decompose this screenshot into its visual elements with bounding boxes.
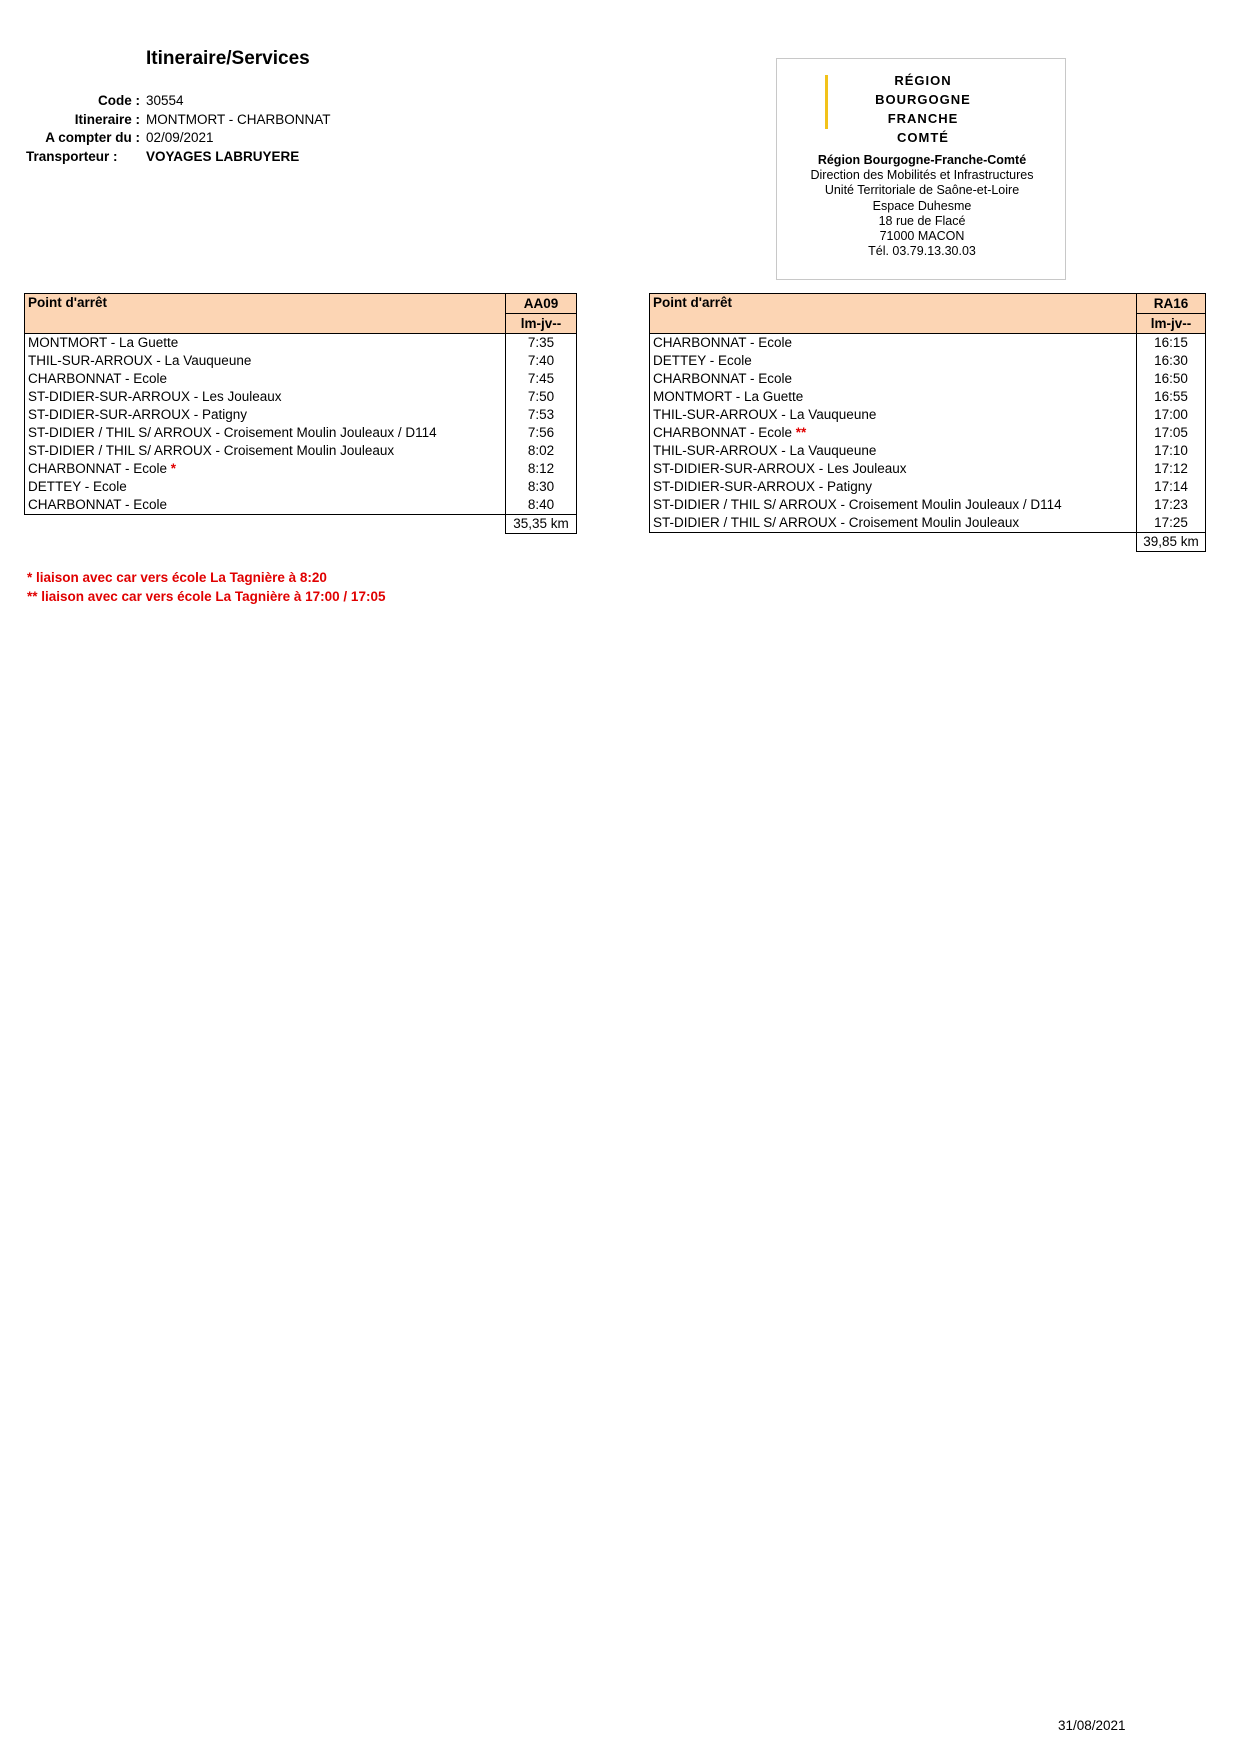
transporteur-value: VOYAGES LABRUYERE [146,148,300,164]
stop-name-cell [650,388,1137,406]
table-row [650,514,1206,533]
departure-time: 17:25 [1137,514,1206,533]
stop-name: THIL-SUR-ARROUX - La Vauqueune [653,407,877,422]
table-header-row [650,294,1206,314]
table-row [650,406,1206,424]
footnote: * liaison avec car vers école La Tagnière à 8:20 [27,570,327,585]
address-line: Unité Territoriale de Saône-et-Loire [824,183,1020,198]
service-days-header: lm-jv-- [1137,314,1206,334]
route-metadata [26,92,331,166]
table-row [25,424,577,442]
departure-time: 8:40 [506,496,577,515]
stop-name-cell [25,460,506,478]
footnote-marker: ** [795,425,807,440]
stop-name-cell [25,478,506,496]
stop-name-cell [650,460,1137,478]
stop-name-cell [650,478,1137,496]
itineraire-row [26,111,331,130]
departure-time: 8:12 [506,460,577,478]
table-row [25,496,577,515]
table-row [650,370,1206,388]
timetable-body [650,334,1206,552]
stop-name-cell [25,406,506,424]
stop-name-cell [650,424,1137,442]
stop-name: ST-DIDIER / THIL S/ ARROUX - Croisement Moulin Jouleaux / D114 [653,497,1062,512]
stop-name: DETTEY - Ecole [28,479,127,494]
stop-name: CHARBONNAT - Ecole [28,371,168,386]
stop-name-cell [25,424,506,442]
stop-name-cell [650,514,1137,533]
code-row [26,92,331,111]
stop-name: CHARBONNAT - Ecole [653,335,793,350]
distance-row [25,515,577,534]
timetable-aller [24,293,577,534]
itineraire-label: Itineraire : [74,111,140,127]
stop-name: ST-DIDIER-SUR-ARROUX - Les Jouleaux [28,389,282,404]
logo-accent-bar [825,75,828,129]
address-line: Espace Duhesme [872,198,972,213]
stop-name-cell [25,442,506,460]
total-distance: 39,85 km [1137,533,1206,552]
departure-time: 7:45 [506,370,577,388]
stop-name-cell [25,352,506,370]
footnotes [27,568,385,606]
stop-name: ST-DIDIER-SUR-ARROUX - Patigny [653,479,873,494]
table-row [25,370,577,388]
table-row [25,442,577,460]
empty-cell [650,533,1137,552]
transporteur-row [26,148,331,167]
empty-cell [25,515,506,534]
table-row [25,478,577,496]
departure-time: 17:14 [1137,478,1206,496]
stop-name: CHARBONNAT - Ecole [653,425,793,440]
footnote: ** liaison avec car vers école La Tagnière à 17:00 / 17:05 [27,589,386,604]
stop-name-cell [650,442,1137,460]
departure-time: 17:23 [1137,496,1206,514]
timetable-retour [649,293,1206,552]
departure-time: 8:30 [506,478,577,496]
departure-time: 17:00 [1137,406,1206,424]
code-value: 30554 [146,93,184,108]
logo-line-2: BOURGOGNE [875,92,971,107]
service-code-header: AA09 [506,294,577,314]
logo-line-4: COMTÉ [897,130,949,145]
stop-name: CHARBONNAT - Ecole [28,461,168,476]
address-line: Direction des Mobilités et Infrastructures [810,168,1034,183]
address-line: Région Bourgogne-Franche-Comté [817,153,1027,167]
transporteur-label: Transporteur : [26,148,118,164]
departure-time: 17:05 [1137,424,1206,442]
departure-time: 16:55 [1137,388,1206,406]
table-row [650,478,1206,496]
distance-row [650,533,1206,552]
stop-name: THIL-SUR-ARROUX - La Vauqueune [653,443,877,458]
departure-time: 8:02 [506,442,577,460]
table-row [25,352,577,370]
table-row [650,388,1206,406]
departure-time: 7:40 [506,352,577,370]
table-row [650,496,1206,514]
page-title: Itineraire/Services [146,48,310,69]
stop-name-cell [25,370,506,388]
stop-name-cell [25,496,506,515]
stop-name-cell [650,406,1137,424]
table-row [25,460,577,478]
table-header-row [25,294,577,314]
stop-name: MONTMORT - La Guette [28,335,179,350]
table-row [650,460,1206,478]
service-days-header: lm-jv-- [506,314,577,334]
stop-name: DETTEY - Ecole [653,353,752,368]
address-line: 18 rue de Flacé [878,213,966,228]
address-line: Tél. 03.79.13.30.03 [868,244,976,259]
stop-name: MONTMORT - La Guette [653,389,804,404]
region-logo [863,71,983,147]
departure-time: 17:10 [1137,442,1206,460]
stop-name: CHARBONNAT - Ecole [28,497,168,512]
stop-column-header: Point d'arrêt [25,294,506,334]
stop-name: CHARBONNAT - Ecole [653,371,793,386]
departure-time: 17:12 [1137,460,1206,478]
departure-time: 7:35 [506,334,577,353]
departure-time: 16:30 [1137,352,1206,370]
region-logo-box [776,58,1066,280]
logo-line-1: RÉGION [894,73,952,88]
address-line: 71000 MACON [879,229,965,244]
table-row [650,334,1206,353]
stop-name: ST-DIDIER / THIL S/ ARROUX - Croisement Moulin Jouleaux [653,515,1020,530]
table-row [650,424,1206,442]
stop-column-header: Point d'arrêt [650,294,1137,334]
stop-name-cell [650,370,1137,388]
stop-name-cell [650,334,1137,353]
table-row [25,388,577,406]
code-label: Code : [98,93,140,108]
table-row [650,352,1206,370]
stop-name: ST-DIDIER / THIL S/ ARROUX - Croisement Moulin Jouleaux [28,443,395,458]
departure-time: 7:50 [506,388,577,406]
footer-date: 31/08/2021 [1058,1718,1126,1733]
timetable-body [25,334,577,534]
service-code-header: RA16 [1137,294,1206,314]
footnote-marker: * [170,461,177,476]
stop-name-cell [25,334,506,353]
departure-time: 16:15 [1137,334,1206,353]
stop-name-cell [25,388,506,406]
table-row [25,406,577,424]
itineraire-value: MONTMORT - CHARBONNAT [146,111,331,127]
total-distance: 35,35 km [506,515,577,534]
date-row [26,129,331,148]
departure-time: 7:56 [506,424,577,442]
logo-line-3: FRANCHE [887,111,959,126]
stop-name-cell [650,496,1137,514]
stop-name-cell [650,352,1137,370]
stop-name: THIL-SUR-ARROUX - La Vauqueune [28,353,252,368]
date-value: 02/09/2021 [146,130,214,145]
table-row [650,442,1206,460]
stop-name: ST-DIDIER / THIL S/ ARROUX - Croisement Moulin Jouleaux / D114 [28,425,437,440]
table-row [25,334,577,353]
departure-time: 7:53 [506,406,577,424]
departure-time: 16:50 [1137,370,1206,388]
region-address [777,153,1067,259]
stop-name: ST-DIDIER-SUR-ARROUX - Les Jouleaux [653,461,907,476]
stop-name: ST-DIDIER-SUR-ARROUX - Patigny [28,407,248,422]
date-label: A compter du : [45,130,140,145]
